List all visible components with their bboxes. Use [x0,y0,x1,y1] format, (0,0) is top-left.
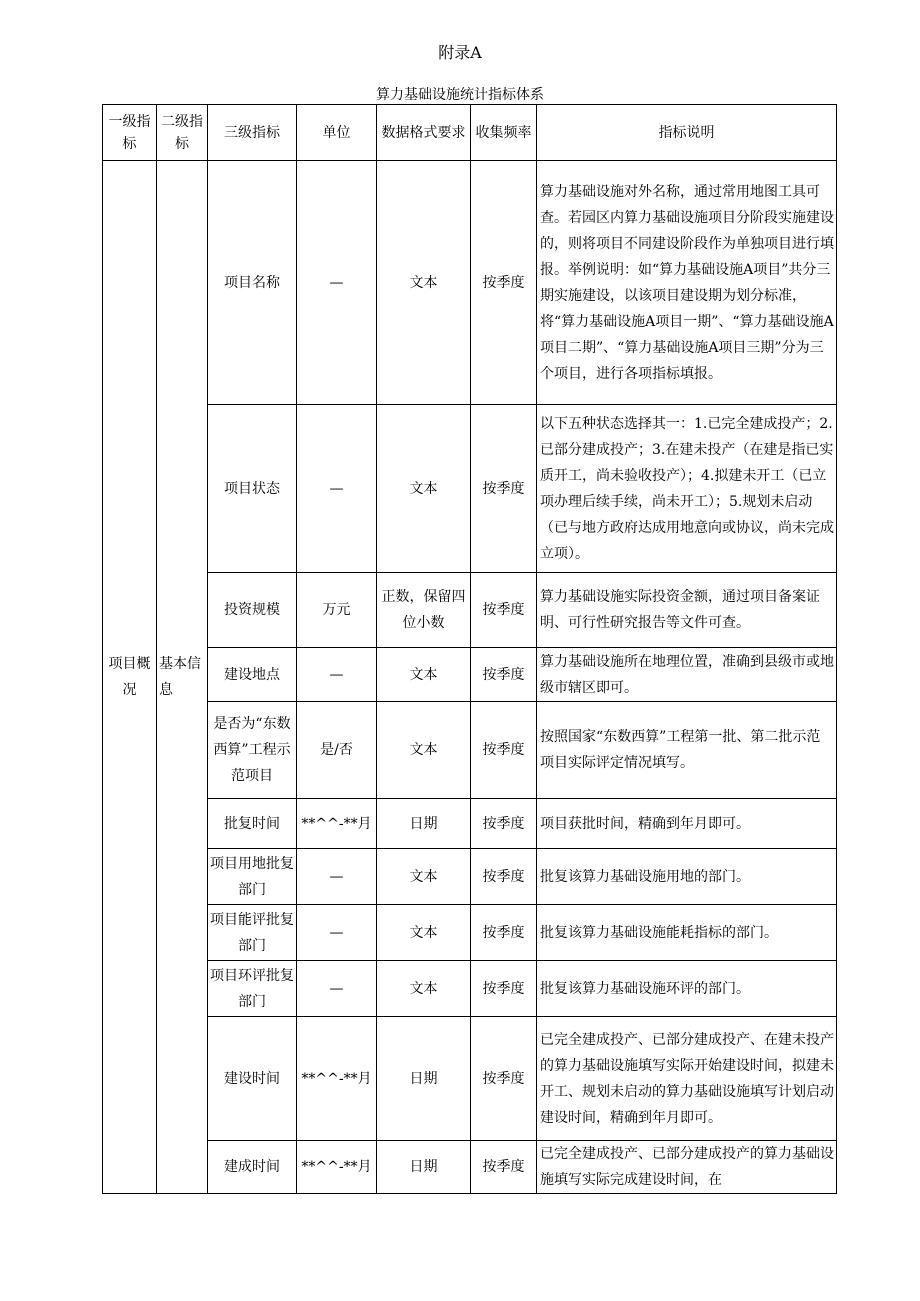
row-format: 文本 [377,648,471,702]
table-row [103,161,837,405]
row-frequency: 按季度 [471,573,537,648]
indicator-table [102,104,837,1194]
row-frequency: 按季度 [471,1141,537,1194]
row-unit: — [297,849,377,905]
header-unit: 单位 [297,105,377,161]
header-row [103,105,837,161]
row-name: 建成时间 [208,1141,297,1194]
row-description: 已完全建成投产、已部分建成投产的算力基础设施填写实际完成建设时间，在 [537,1141,837,1194]
level2-cell: 基本信息 [157,161,208,1194]
row-format: 日期 [377,799,471,849]
header-description: 指标说明 [537,105,837,161]
row-frequency: 按季度 [471,961,537,1017]
row-unit: — [297,961,377,1017]
table-row [103,1017,837,1141]
row-unit: — [297,405,377,573]
row-name: 建设时间 [208,1017,297,1141]
table-title: 算力基础设施统计指标体系 [376,87,544,103]
row-frequency: 按季度 [471,1017,537,1141]
row-unit: — [297,905,377,961]
row-name: 批复时间 [208,799,297,849]
row-name: 项目能评批复部门 [208,905,297,961]
row-format: 文本 [377,961,471,1017]
row-format: 文本 [377,905,471,961]
row-frequency: 按季度 [471,405,537,573]
table-row [103,573,837,648]
row-frequency: 按季度 [471,799,537,849]
row-description: 批复该算力基础设施能耗指标的部门。 [537,905,837,961]
row-name: 是否为“东数西算”工程示范项目 [208,702,297,799]
header-level2: 二级指标 [157,105,208,161]
row-description: 算力基础设施对外名称，通过常用地图工具可查。若园区内算力基础设施项目分阶段实施建设的，则将项目不同建设阶段作为单独项目进行填报。举例说明：如“算力基础设施A项目”共分三期实施建设，以该项目建设期为划分标准，将“算力基础设施A项目一期”、“算力基础设施A项目二期”、“算力基础设施A项目三期”分为三个项目，进行各项指标填报。 [537,161,837,405]
row-frequency: 按季度 [471,905,537,961]
row-description: 批复该算力基础设施环评的部门。 [537,961,837,1017]
row-unit: **^^-**月 [297,1017,377,1141]
row-description: 以下五种状态选择其一：1.已完全建成投产；2.已部分建成投产；3.在建未投产（在建是指已实质开工，尚未验收投产）；4.拟建未开工（已立项办理后续手续，尚未开工）；5.规划未启动（已与地方政府达成用地意向或协议，尚未完成立项）。 [537,405,837,573]
row-description: 按照国家“东数西算”工程第一批、第二批示范项目实际评定情况填写。 [537,702,837,799]
header-level3: 三级指标 [208,105,297,161]
row-format: 日期 [377,1141,471,1194]
row-name: 项目状态 [208,405,297,573]
row-name: 项目用地批复部门 [208,849,297,905]
row-description: 算力基础设施实际投资金额，通过项目备案证明、可行性研究报告等文件可查。 [537,573,837,648]
row-frequency: 按季度 [471,648,537,702]
row-description: 已完全建成投产、已部分建成投产、在建未投产的算力基础设施填写实际开始建设时间，拟建未开工、规划未启动的算力基础设施填写计划启动建设时间，精确到年月即可。 [537,1017,837,1141]
row-format: 正数，保留四位小数 [377,573,471,648]
table-row [103,961,837,1017]
table-row [103,702,837,799]
row-format: 文本 [377,161,471,405]
row-unit: 万元 [297,573,377,648]
table-row [103,1141,837,1194]
table-row [103,405,837,573]
row-unit: 是/否 [297,702,377,799]
row-unit: — [297,648,377,702]
row-name: 投资规模 [208,573,297,648]
row-name: 建设地点 [208,648,297,702]
appendix-title: 附录A [438,43,482,62]
header-level1: 一级指标 [103,105,157,161]
row-format: 文本 [377,849,471,905]
table-row [103,799,837,849]
level1-cell: 项目概况 [103,161,157,1194]
row-unit: **^^-**月 [297,1141,377,1194]
row-name: 项目名称 [208,161,297,405]
row-frequency: 按季度 [471,702,537,799]
row-description: 项目获批时间，精确到年月即可。 [537,799,837,849]
table-row [103,648,837,702]
row-frequency: 按季度 [471,161,537,405]
header-format: 数据格式要求 [377,105,471,161]
row-format: 日期 [377,1017,471,1141]
row-format: 文本 [377,702,471,799]
row-name: 项目环评批复部门 [208,961,297,1017]
row-description: 批复该算力基础设施用地的部门。 [537,849,837,905]
table-row [103,905,837,961]
row-unit: **^^-**月 [297,799,377,849]
header-frequency: 收集频率 [471,105,537,161]
row-unit: — [297,161,377,405]
table-row [103,849,837,905]
row-description: 算力基础设施所在地理位置，准确到县级市或地级市辖区即可。 [537,648,837,702]
row-frequency: 按季度 [471,849,537,905]
row-format: 文本 [377,405,471,573]
